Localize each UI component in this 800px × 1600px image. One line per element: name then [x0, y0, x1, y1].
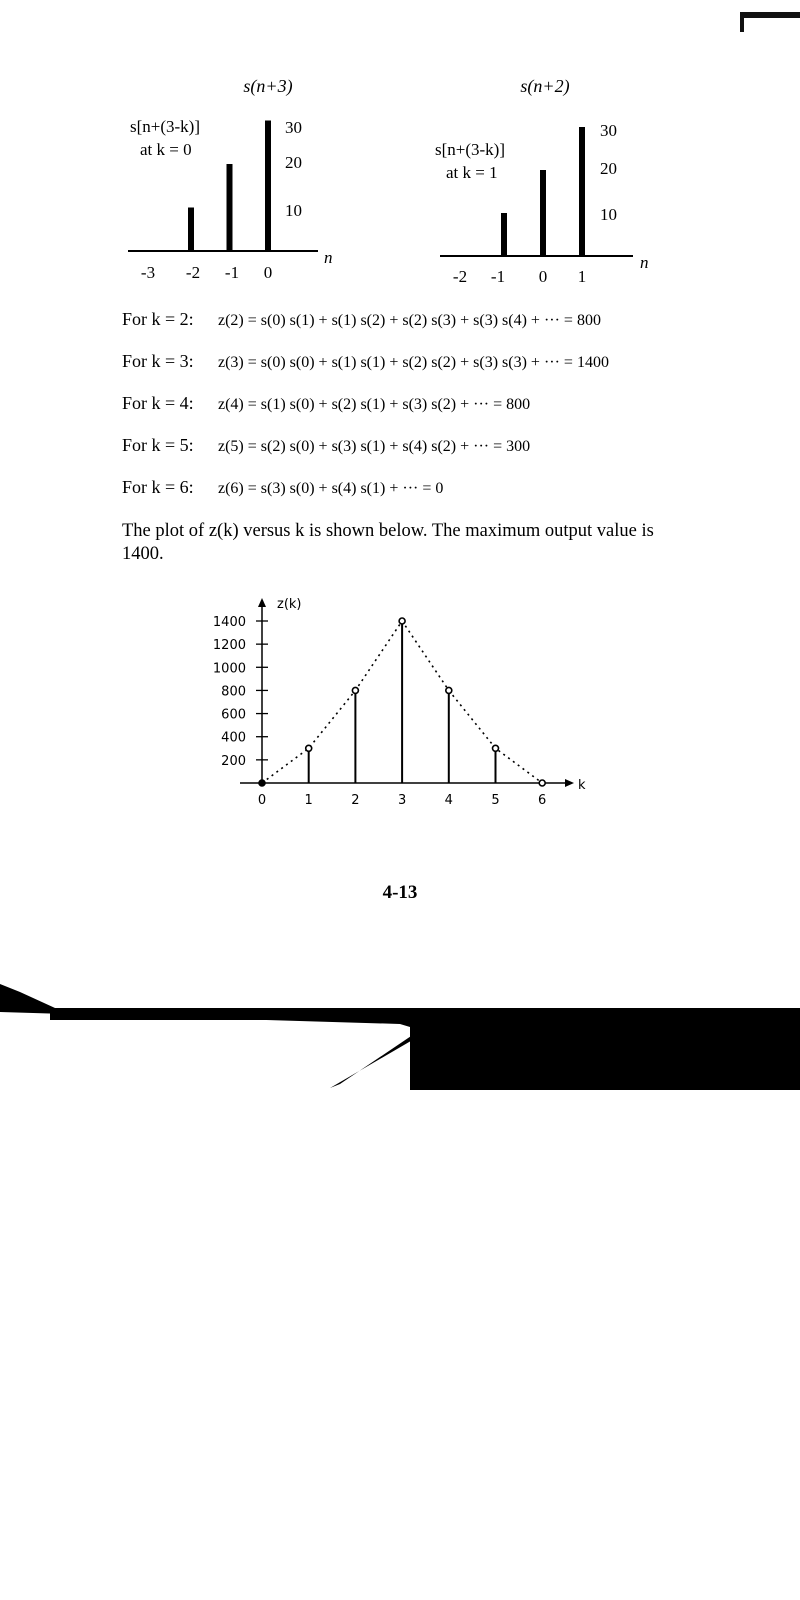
y-tick-label: 200 [221, 753, 246, 769]
x-tick-label: 4 [444, 793, 453, 808]
x-tick-label: 1 [304, 793, 313, 808]
x-tick: 0 [263, 263, 273, 282]
x-tick: -2 [452, 267, 468, 286]
x-tick: 0 [538, 267, 548, 286]
scan-corner-mark [740, 12, 800, 18]
stem-marker [446, 687, 452, 693]
x-tick: 1 [577, 267, 587, 286]
zk-chart [200, 590, 600, 830]
y-tick-label: 1400 [212, 615, 246, 630]
stem-marker [399, 618, 405, 624]
page-number: 4-13 [382, 882, 418, 903]
y-axis-arrow [258, 598, 266, 607]
stem-bar [265, 121, 271, 252]
axis-var: n [640, 253, 649, 272]
stem-bar [227, 164, 233, 251]
x-tick: -3 [140, 263, 156, 282]
scan-dark-wedge [0, 980, 440, 1092]
figure-right-label-1: s[n+(3-k)] [435, 140, 506, 159]
stem-marker [306, 745, 312, 751]
x-ticks [258, 793, 546, 808]
figure-left-label-1: s[n+(3-k)] [130, 117, 201, 136]
equation-expr: z(3) = s(0) s(0) + s(1) s(1) + s(2) s(2) + s(3) s(3) + ··· = 1400 [218, 354, 609, 371]
figure-right-label-2: at k = 1 [446, 163, 498, 182]
stem-marker [539, 780, 545, 786]
equation-row [122, 309, 601, 330]
figure-left-label-2: at k = 0 [140, 140, 192, 159]
axis-var: n [324, 248, 333, 267]
equation-expr: z(5) = s(2) s(0) + s(3) s(1) + s(4) s(2) + ··· = 300 [218, 438, 531, 455]
figure-right [430, 60, 670, 295]
figure-left [120, 60, 350, 290]
stem-marker [352, 687, 358, 693]
x-tick-label: 2 [351, 793, 360, 808]
equation-label: For k = 6: [122, 477, 194, 497]
scan-corner-mark [740, 12, 744, 32]
x-axis-label: k [578, 778, 586, 793]
y-ticks [213, 615, 268, 769]
equation-expr: z(4) = s(1) s(0) + s(2) s(1) + s(3) s(2) + ··· = 800 [218, 396, 531, 413]
x-axis-arrow [565, 779, 574, 787]
equation-row [122, 435, 530, 456]
x-tick: -1 [224, 263, 240, 282]
y-tick-label: 400 [221, 730, 246, 746]
stems [501, 127, 585, 256]
y-tick: 30 [600, 121, 617, 140]
y-tick: 20 [285, 153, 302, 172]
y-tick-label: 800 [221, 684, 246, 700]
stem-marker [259, 780, 265, 786]
x-tick-label: 3 [397, 793, 407, 808]
equation-expr: z(2) = s(0) s(1) + s(1) s(2) + s(2) s(3) + s(3) s(4) + ··· = 800 [218, 312, 601, 329]
equation-label: For k = 2: [122, 309, 194, 329]
equation-row [122, 477, 443, 498]
scan-dark-band [410, 1012, 800, 1090]
stems [259, 618, 545, 786]
x-tick-label: 0 [257, 793, 267, 808]
stem-bar [501, 213, 507, 256]
equation-label: For k = 3: [122, 351, 194, 371]
y-axis-label: z(k) [277, 597, 302, 612]
y-tick: 30 [285, 118, 302, 137]
x-tick: -1 [490, 267, 506, 286]
figure-right-title: s(n+2) [520, 76, 570, 96]
equation-row [122, 393, 530, 414]
stem-marker [493, 745, 499, 751]
y-tick: 10 [600, 205, 617, 224]
y-tick: 20 [600, 159, 617, 178]
x-tick: -2 [185, 263, 201, 282]
stems [188, 121, 271, 252]
x-tick-label: 5 [491, 793, 500, 808]
figure-left-title: s(n+3) [243, 76, 293, 96]
stem-bar [579, 127, 585, 256]
y-tick-label: 1200 [212, 638, 246, 654]
y-tick-label: 1000 [212, 661, 246, 677]
equation-expr: z(6) = s(3) s(0) + s(4) s(1) + ··· = 0 [218, 480, 444, 497]
stem-bar [540, 170, 546, 256]
equation-row [122, 351, 609, 372]
paragraph: The plot of z(k) versus k is shown below. The maximum output value is 1400. [122, 521, 654, 564]
equation-label: For k = 4: [122, 393, 194, 413]
y-tick-label: 600 [221, 707, 246, 723]
y-tick: 10 [285, 201, 302, 220]
x-tick-label: 6 [538, 793, 547, 808]
equation-label: For k = 5: [122, 435, 194, 455]
stem-bar [188, 208, 194, 252]
